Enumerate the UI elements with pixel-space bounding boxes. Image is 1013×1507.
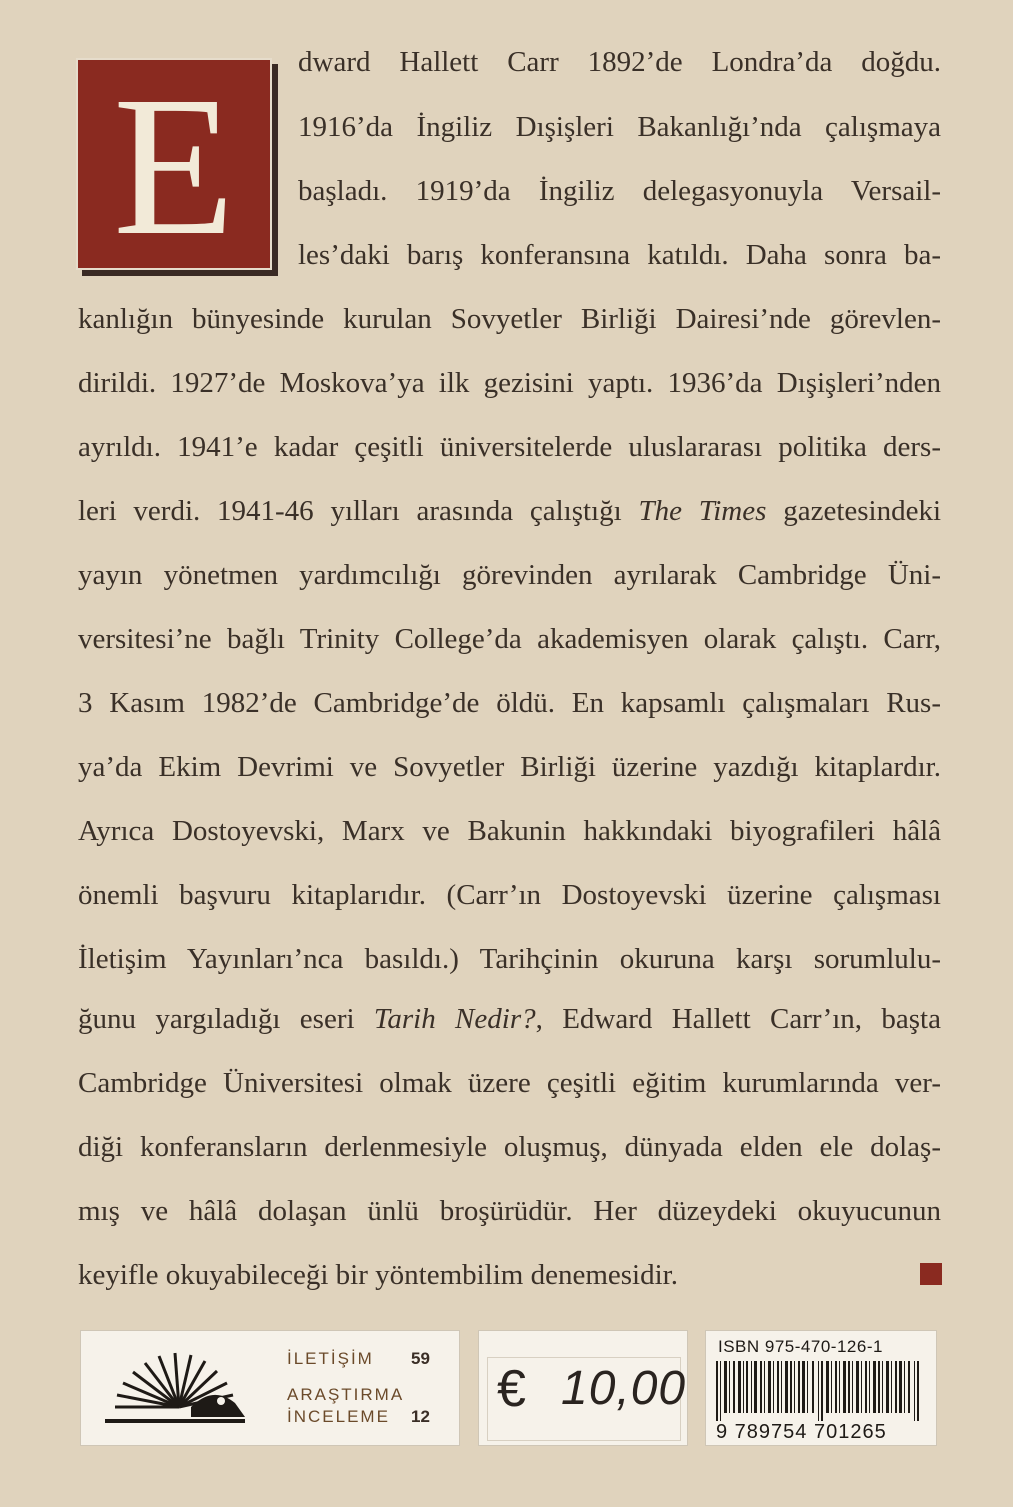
body-line-part: leri verdi. 1941-46 yılları arasında çalıştığı	[78, 495, 622, 527]
body-line-with-italic	[78, 493, 941, 529]
body-line: mış ve hâlâ dolaşan ünlü broşürüdür. Her düzeydeki okuyucunun	[78, 1195, 941, 1227]
body-line: les’daki barış konferansına katıldı. Daha sonra ba-	[298, 239, 941, 271]
end-mark-square	[920, 1263, 942, 1285]
isbn-label: ISBN 975-470-126-1	[718, 1337, 883, 1356]
drop-cap-box	[76, 56, 272, 277]
price-currency: €	[497, 1360, 526, 1418]
publisher-panel	[80, 1330, 460, 1446]
body-line: 3 Kasım 1982’de Cambridge’de öldü. En kapsamlı çalışmaları Rus-	[78, 687, 941, 719]
body-line: dward Hallett Carr 1892’de Londra’da doğdu.	[298, 46, 941, 78]
body-line-part: ğunu yargıladığı eseri	[78, 1003, 355, 1035]
body-line: İletişim Yayınları’nca basıldı.) Tarihçinin okuruna karşı sorumlulu-	[78, 943, 941, 975]
body-line: yayın yönetmen yardımcılığı görevinden ayrılarak Cambridge Üni-	[78, 559, 941, 591]
body-line: önemli başvuru kitaplarıdır. (Carr’ın Dostoyevski üzerine çalışması	[78, 879, 941, 911]
body-line-with-italic	[78, 1001, 941, 1037]
body-line-part: , Edward Hallett Carr’ın, başta	[535, 1003, 941, 1035]
publisher-name: İLETİŞİM	[287, 1349, 374, 1368]
body-line: başladı. 1919’da İngiliz delegasyonuyla Versail-	[298, 175, 941, 207]
isbn-panel	[705, 1330, 937, 1446]
body-line: Cambridge Üniversitesi olmak üzere çeşitli eğitim kurumlarında ver-	[78, 1067, 941, 1099]
body-line: diği konferansların derlenmesiyle oluşmuş, dünyada elden ele dolaş-	[78, 1131, 941, 1163]
series-line-2: İNCELEME	[287, 1407, 390, 1426]
body-line: versitesi’ne bağlı Trinity College’da akademisyen olarak çalıştı. Carr,	[78, 623, 941, 655]
publisher-logo-icon	[95, 1345, 255, 1435]
drop-cap-letter: E	[112, 56, 236, 277]
publisher-number: 59	[411, 1349, 430, 1368]
body-line: keyifle okuyabileceği bir yöntembilim denemesidir.	[78, 1259, 678, 1291]
barcode-digits: 9 789754 701265	[716, 1421, 887, 1443]
body-line: kanlığın bünyesinde kurulan Sovyetler Birliği Dairesi’nde görevlen-	[78, 303, 941, 335]
body-line: ya’da Ekim Devrimi ve Sovyetler Birliği üzerine yazdığı kitaplardır.	[78, 751, 941, 783]
price-panel	[478, 1330, 688, 1446]
body-line: 1916’da İngiliz Dışişleri Bakanlığı’nda çalışmaya	[298, 111, 941, 143]
price-amount: 10,00	[561, 1362, 687, 1415]
barcode-icon	[716, 1361, 928, 1421]
drop-cap	[76, 56, 272, 277]
body-line: dirildi. 1927’de Moskova’ya ilk gezisini yaptı. 1936’da Dışişleri’nden	[78, 367, 941, 399]
series-line-1: ARAŞTIRMA	[287, 1385, 405, 1404]
italic-the-times: The Times	[638, 495, 767, 527]
body-line: Ayrıca Dostoyevski, Marx ve Bakunin hakkındaki biyografileri hâlâ	[78, 815, 941, 847]
body-line: ayrıldı. 1941’e kadar çeşitli üniversitelerde uluslararası politika ders-	[78, 431, 941, 463]
italic-tarih-nedir: Tarih Nedir?	[373, 1003, 536, 1035]
body-line-part: gazetesindeki	[783, 495, 941, 527]
series-number: 12	[411, 1407, 430, 1426]
